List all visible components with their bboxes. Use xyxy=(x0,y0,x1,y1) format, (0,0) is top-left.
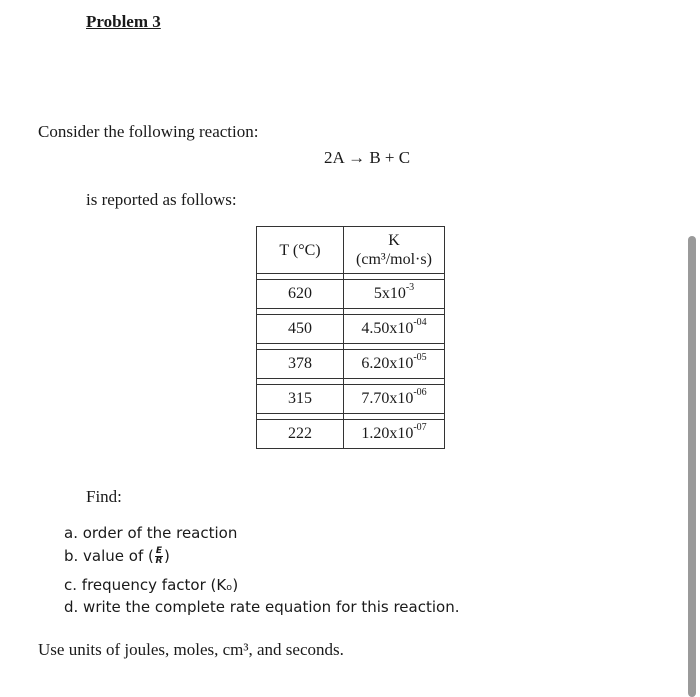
table-row xyxy=(257,350,445,379)
header-k-symbol: K xyxy=(388,232,400,249)
header-k-units: (cm³/mol·s) xyxy=(356,251,432,268)
temperature-cell: 620 xyxy=(257,280,344,309)
reported-text: is reported as follows: xyxy=(86,190,237,209)
table-row xyxy=(257,385,445,414)
problem-title: Problem 3 xyxy=(86,12,161,31)
rate-constant-exponent: -07 xyxy=(413,422,427,433)
temperature-cell: 222 xyxy=(257,420,344,449)
rate-constant-base: 4.50x10 xyxy=(361,320,414,337)
question-c: c. frequency factor (Kₒ) xyxy=(64,576,239,594)
fraction-denominator: R xyxy=(155,556,163,566)
rate-constant-exponent: -05 xyxy=(413,352,427,363)
rate-constant-base: 1.20x10 xyxy=(361,425,414,442)
rate-constant-base: 5x10 xyxy=(373,285,406,302)
temperature-cell: 315 xyxy=(257,385,344,414)
temperature-cell: 450 xyxy=(257,315,344,344)
header-rate-constant xyxy=(344,227,445,274)
e-over-r-fraction xyxy=(155,547,163,566)
scrollbar[interactable] xyxy=(688,236,696,697)
table-row xyxy=(257,280,445,309)
header-temperature: T (°C) xyxy=(257,227,344,274)
rate-constant-exponent: -3 xyxy=(405,282,415,293)
table-header-row xyxy=(257,227,445,274)
question-a: a. order of the reaction xyxy=(64,524,238,542)
rate-constant-cell xyxy=(344,315,445,344)
question-d: d. write the complete rate equation for this reaction. xyxy=(64,598,460,616)
rate-constant-exponent: -04 xyxy=(413,317,427,328)
table-row xyxy=(257,420,445,449)
question-b xyxy=(64,547,170,566)
find-label: Find: xyxy=(86,487,122,506)
question-b-prefix: b. value of ( xyxy=(64,547,154,565)
rate-constant-cell xyxy=(344,420,445,449)
rate-constant-cell xyxy=(344,385,445,414)
rate-data-table xyxy=(256,226,445,449)
rate-constant-cell xyxy=(344,280,445,309)
table-row xyxy=(257,315,445,344)
rate-constant-base: 7.70x10 xyxy=(361,390,414,407)
reaction-equation: 2A → B + C xyxy=(324,148,411,167)
fraction-numerator: E xyxy=(155,546,163,556)
temperature-cell: 378 xyxy=(257,350,344,379)
question-b-suffix: ) xyxy=(164,547,170,565)
rate-constant-exponent: -06 xyxy=(413,387,427,398)
units-note: Use units of joules, moles, cm³, and seconds. xyxy=(38,640,344,659)
rate-constant-cell xyxy=(344,350,445,379)
rate-constant-base: 6.20x10 xyxy=(361,355,414,372)
intro-text: Consider the following reaction: xyxy=(38,122,259,141)
